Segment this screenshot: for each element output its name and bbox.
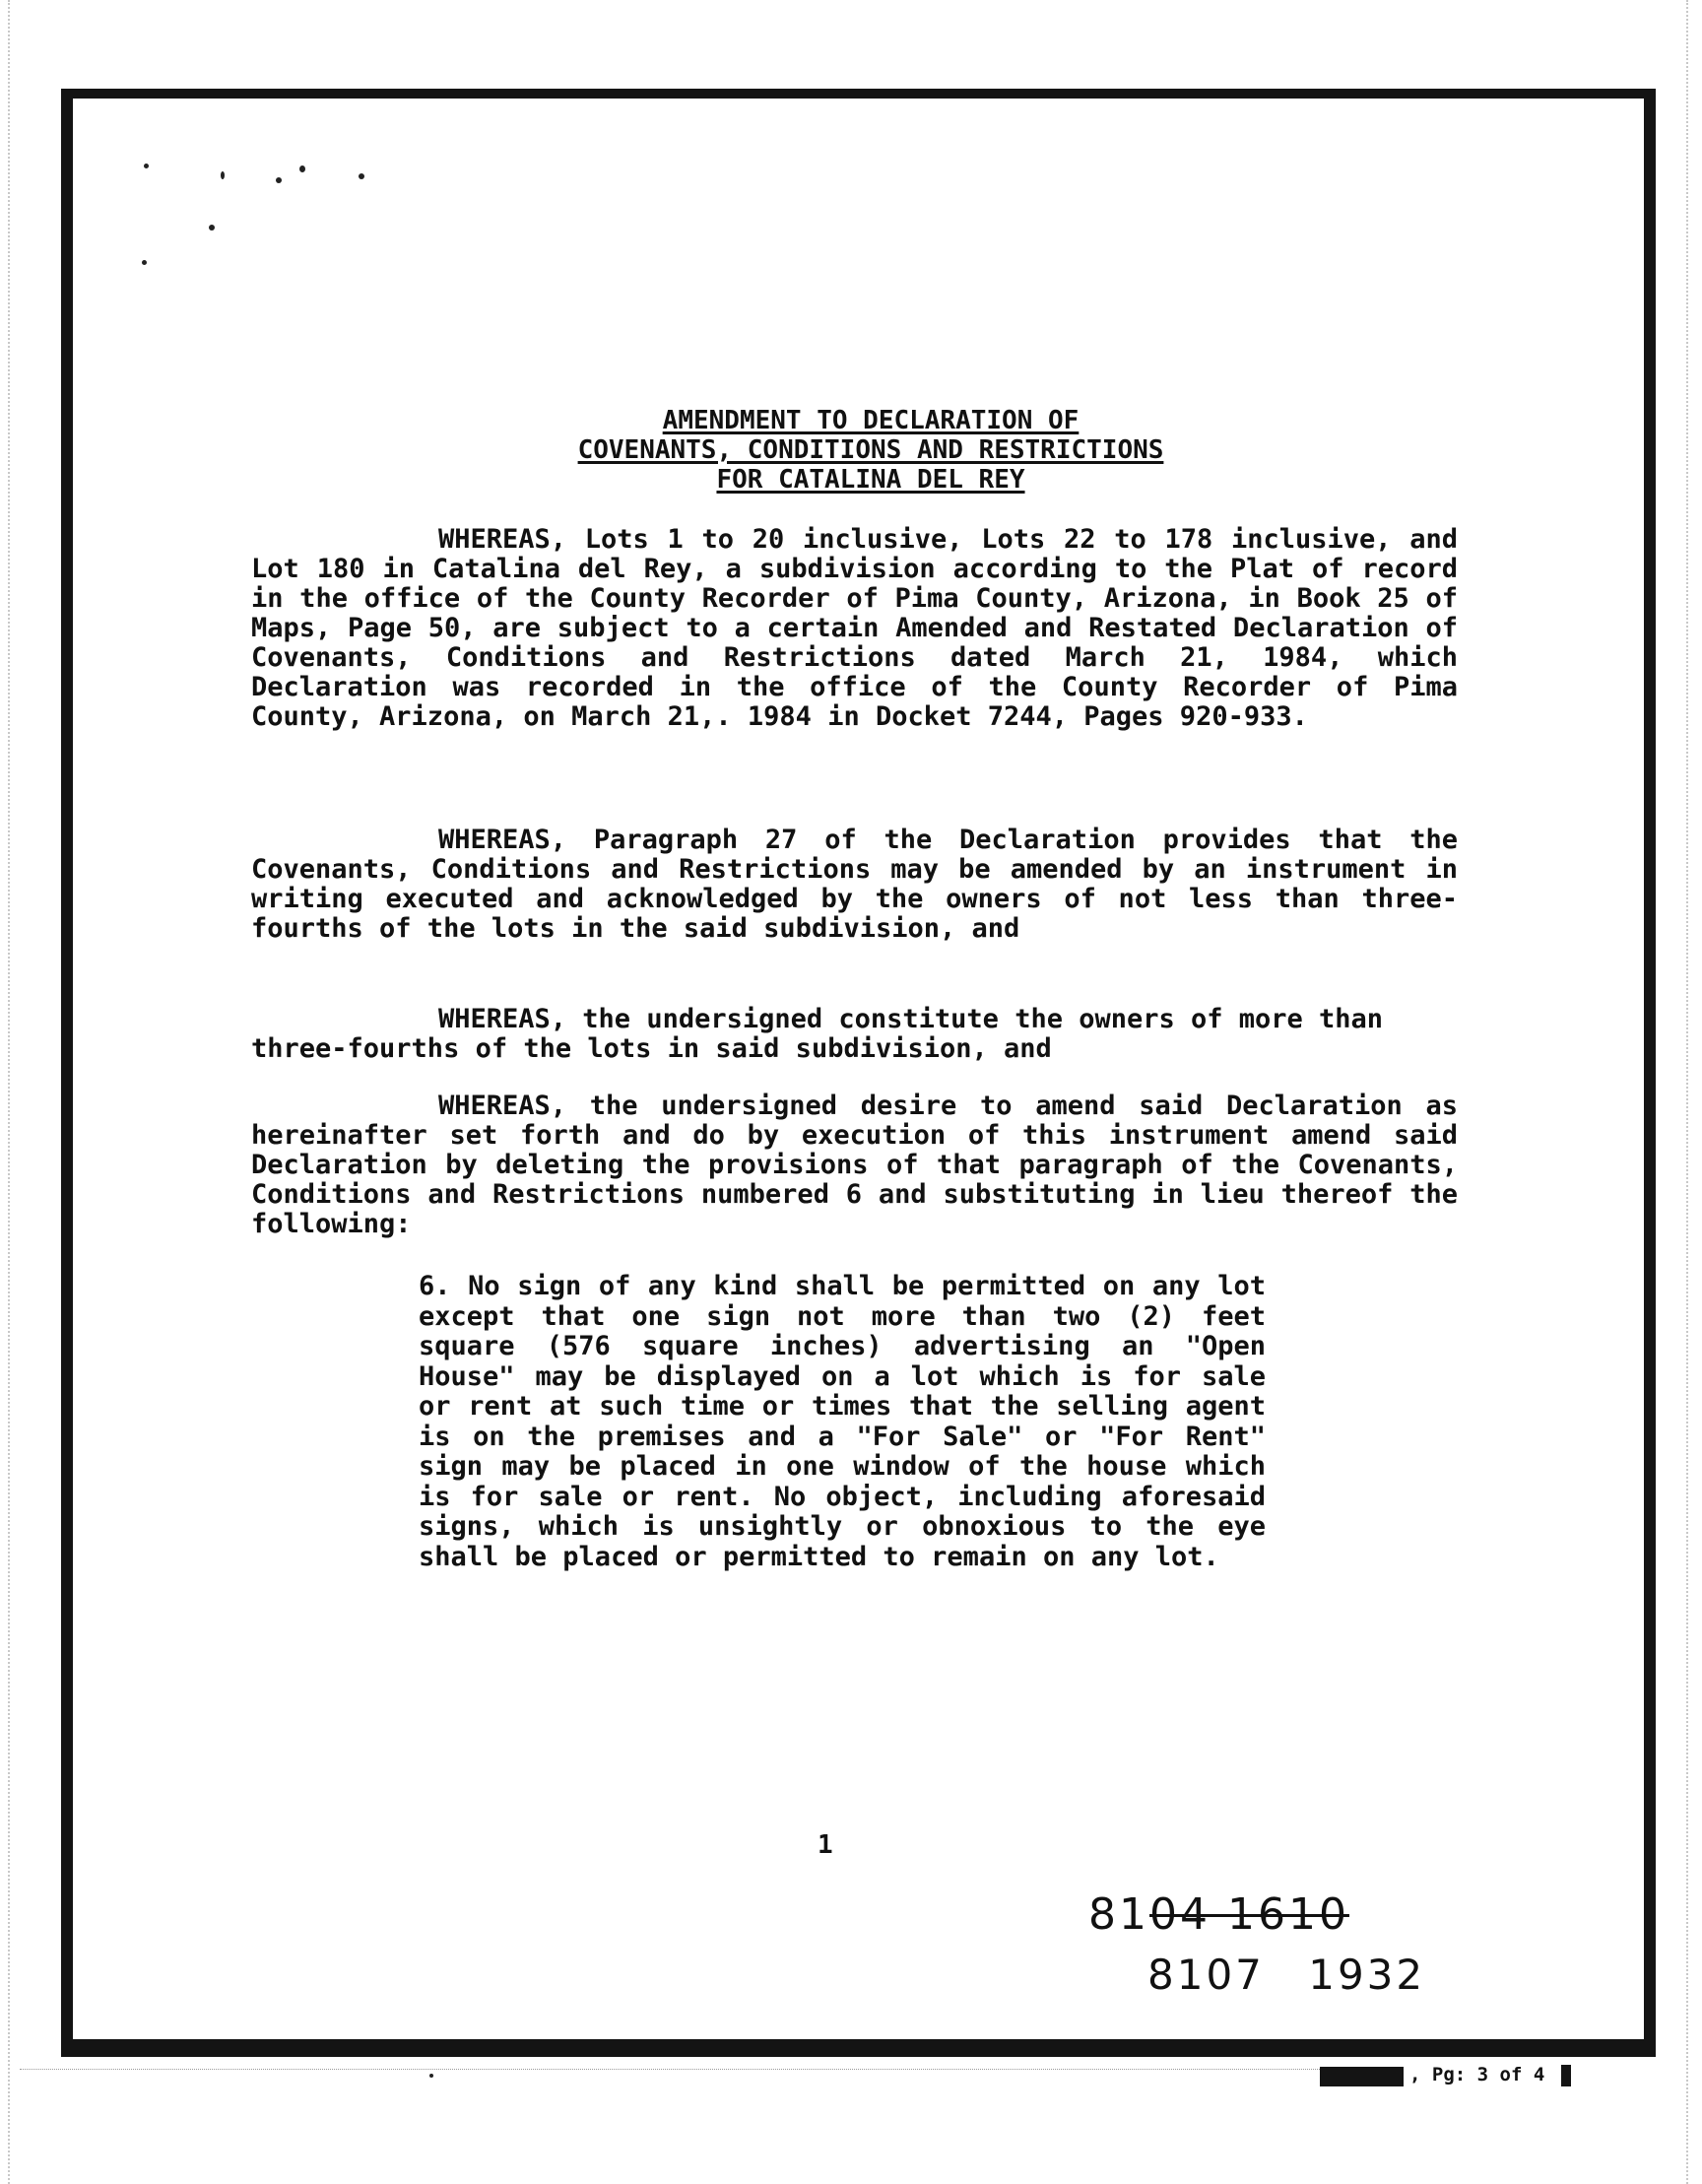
- scan-edge-left: [8, 0, 10, 2184]
- scan-speck: [221, 171, 225, 179]
- footer-page-label: , Pg: 3 of 4: [1404, 2064, 1550, 2085]
- document-title: [0, 406, 1702, 495]
- title-line-3: FOR CATALINA DEL REY: [716, 465, 1025, 495]
- whereas-paragraph-2: WHEREAS, Paragraph 27 of the Declaration provides that the Covenants, Conditions and Restrictions may be amended by an instrument in writing executed and acknowledged by the owners of not less than three-fourths of the lots in the said subdivision, and: [251, 825, 1458, 944]
- docket-old-prefix: 81: [1088, 1889, 1149, 1940]
- footer-rule: [20, 2069, 1320, 2070]
- whereas-paragraph-4: WHEREAS, the undersigned desire to amend said Declaration as hereinafter set forth and do by execution of this instrument amend said Declaration by deleting the provisions of that paragraph of the Covenants, Conditions and Restrictions numbered 6 and substituting in lieu thereof the following:: [251, 1091, 1458, 1239]
- scan-edge-right: [1686, 0, 1688, 2184]
- footer-cap: [1561, 2065, 1571, 2086]
- scan-speck: [359, 173, 364, 179]
- scan-speck: [144, 164, 149, 168]
- scan-speck: [429, 2074, 433, 2078]
- title-line-1: AMENDMENT TO DECLARATION OF: [662, 406, 1080, 435]
- scan-speck: [299, 165, 305, 172]
- title-line-2: COVENANTS, CONDITIONS AND RESTRICTIONS: [577, 435, 1164, 465]
- scan-speck: [276, 177, 282, 183]
- clause-6-sign-restriction: 6. No sign of any kind shall be permitted on any lot except that one sign not more than two (2) feet square (576 square inches) advertising an "Open House" may be displayed on a lot which is for sale or rent at such time or times that the selling agent is on the premises and a "For Sale" or "For Rent" sign may be placed in one window of the house which is for sale or rent. No object, including aforesaid signs, which is unsightly or obnoxious to the eye shall be placed or permitted to remain on any lot.: [419, 1271, 1266, 1572]
- footer-bar: [1320, 2067, 1404, 2086]
- docket-stamp-new: 8107 1932: [1147, 1951, 1426, 1999]
- whereas-paragraph-1: WHEREAS, Lots 1 to 20 inclusive, Lots 22 to 178 inclusive, and Lot 180 in Catalina del Rey, a subdivision according to the Plat of record in the office of the County Recorder of Pima County, Arizona, in Book 25 of Maps, Page 50, are subject to a certain Amended and Restated Declaration of Covenants, Conditions and Restrictions dated March 21, 1984, which Declaration was recorded in the office of the County Recorder of Pima County, Arizona, on March 21,. 1984 in Docket 7244, Pages 920-933.: [251, 524, 1458, 732]
- docket-stamp-old: [1088, 1889, 1349, 1940]
- docket-old-struck: 04 1610: [1149, 1889, 1349, 1940]
- page-number: 1: [818, 1830, 833, 1860]
- document-border: [61, 89, 1656, 2057]
- scan-speck: [209, 225, 215, 231]
- scan-speck: [142, 260, 147, 265]
- whereas-paragraph-3: WHEREAS, the undersigned constitute the owners of more than three-fourths of the lots in said subdivision, and: [251, 1004, 1384, 1064]
